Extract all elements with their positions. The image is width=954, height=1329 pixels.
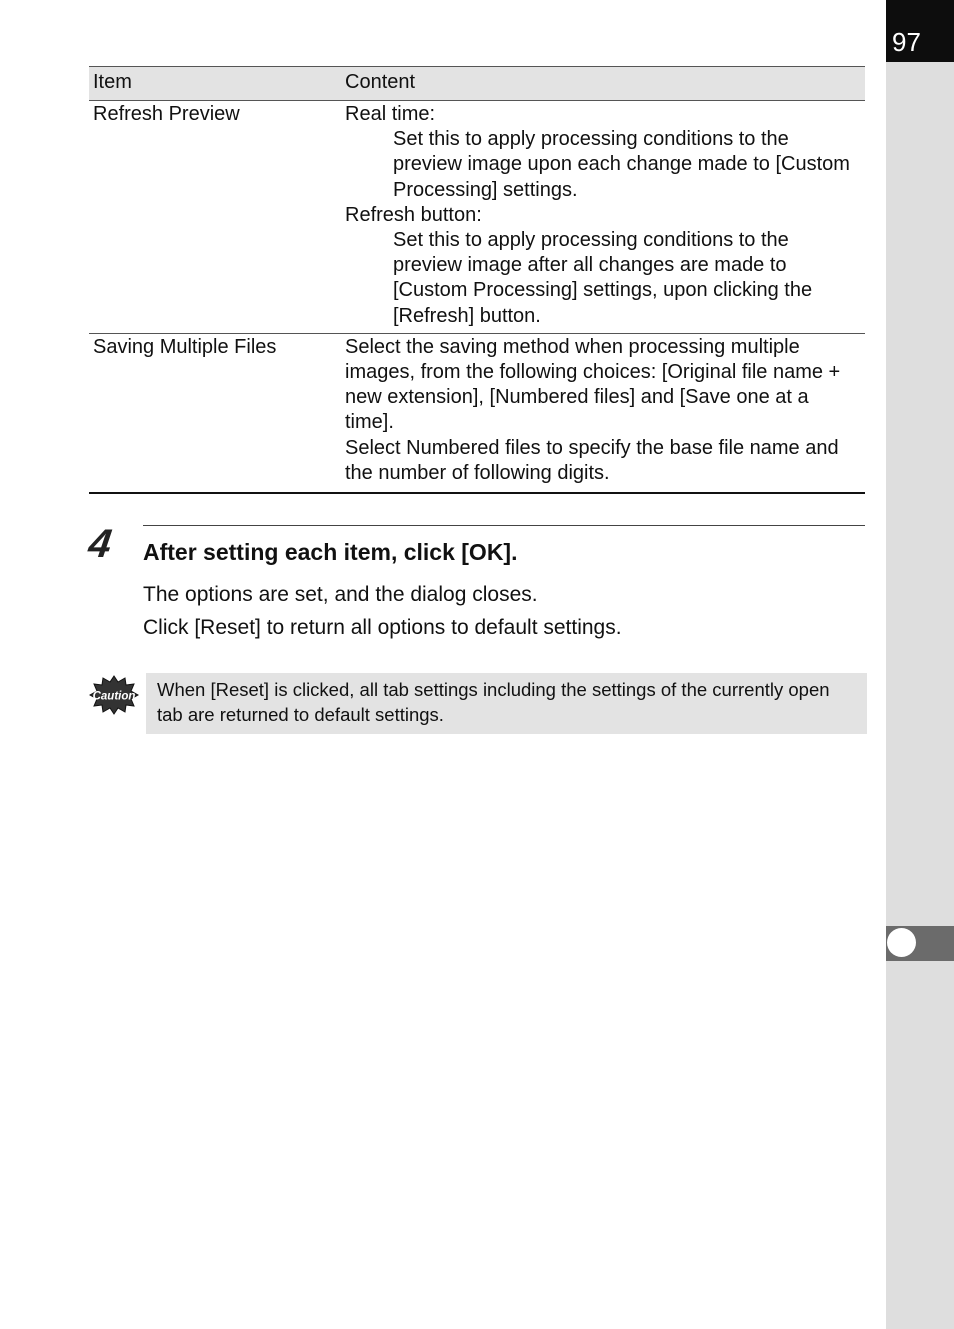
content-description: Set this to apply processing conditions to the preview image after all changes are made to [Custom Processing] settings, upon clicking the [Refresh] button. [393,229,813,327]
step-title: After setting each item, click [OK]. [143,539,518,565]
content-label: Real time: [345,103,436,125]
header-item: Item [89,67,341,101]
cell-item: Refresh Preview [89,101,341,334]
content-description: Select Numbered files to specify the base file name and the number of following digits. [345,436,839,484]
content-description: Set this to apply processing conditions to the preview image upon each change made to [Custom Processing] settings. [393,128,850,201]
header-content: Content [341,67,865,101]
table-row-refresh-preview [89,101,865,334]
step-divider [143,525,865,526]
table-row-saving-multiple-files [89,333,865,493]
chapter-tab [886,926,954,961]
caution-icon [89,675,139,715]
step-text-line: Click [Reset] to return all options to default settings. [143,616,622,639]
cell-content [341,101,865,334]
chapter-tab-circle [887,928,916,957]
page-number: 97 [892,27,921,57]
table-header-row [89,67,865,101]
content-label: Refresh button: [345,203,482,226]
cell-item: Saving Multiple Files [89,333,341,493]
svg-text:Caution: Caution [92,690,136,703]
cell-content [341,333,865,493]
page-number-box [886,0,954,62]
settings-table [89,66,865,494]
step-number: 4 [85,522,115,566]
step-text-line: The options are set, and the dialog closes. [143,583,538,606]
side-bar [886,0,954,1329]
caution-text: When [Reset] is clicked, all tab settings including the settings of the currently open tab are returned to default settings. [157,679,830,725]
caution-box [146,673,867,734]
content-description: Select the saving method when processing multiple images, from the following choices: [Original file name + new extension], [Numbered files] and [Save one at a time]. [345,335,841,434]
